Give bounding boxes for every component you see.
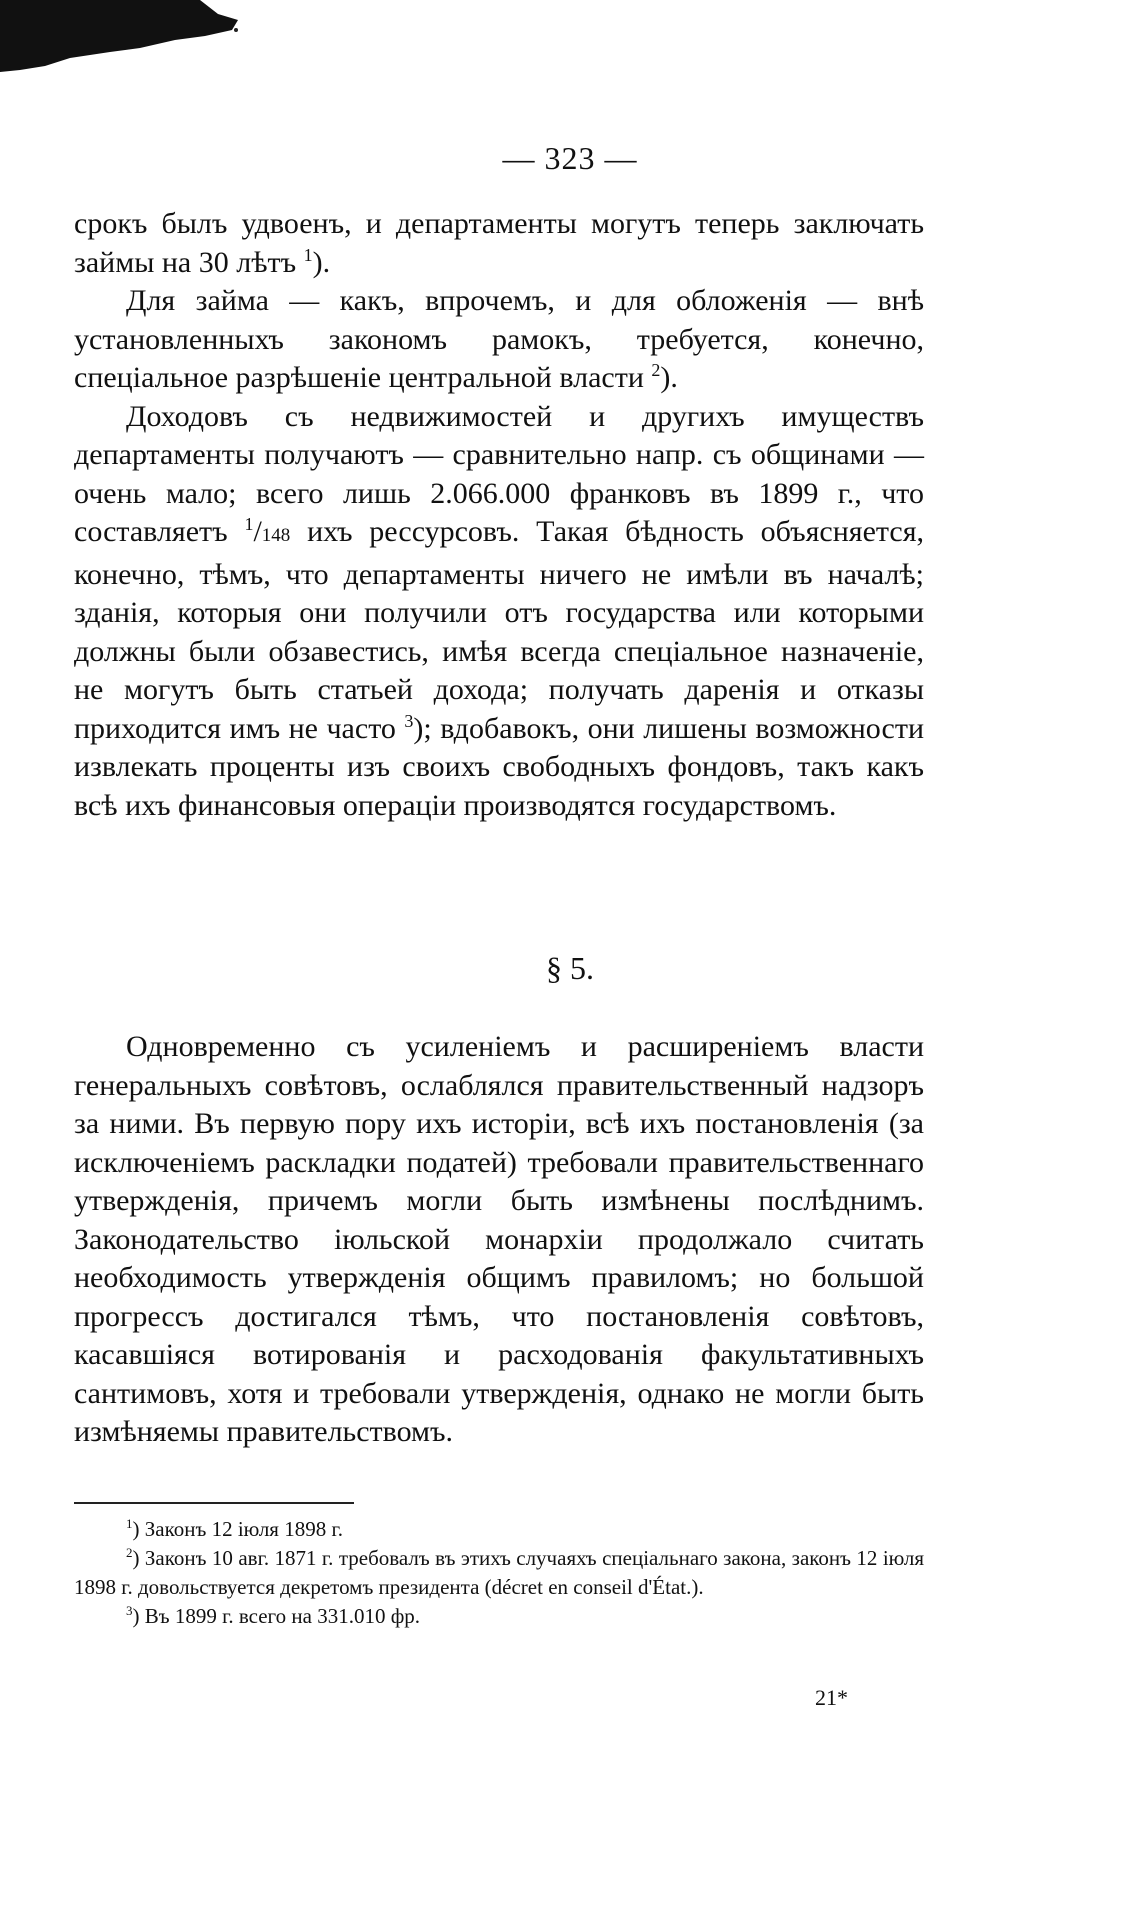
- section-heading: § 5.: [546, 950, 594, 986]
- fraction-numerator: 1: [244, 514, 254, 534]
- footnote-ref: 3: [404, 710, 414, 731]
- footnote-ref: 2: [651, 360, 661, 380]
- main-text-top: [74, 205, 924, 825]
- fraction: $^1$/148: [244, 514, 291, 548]
- footnote-mark: 3: [126, 1603, 133, 1618]
- fraction-denominator: 148: [261, 525, 291, 546]
- footnotes: [74, 1515, 924, 1631]
- paragraph-continuation: [74, 205, 924, 282]
- paragraph-income: [74, 398, 924, 826]
- footnote-ref: 1: [303, 244, 313, 265]
- paragraph-tail: ).: [660, 361, 678, 394]
- footnote-2: [74, 1544, 924, 1602]
- paragraph-text: Для займа — какъ, впрочемъ, и для обложенія — внѣ установленныхъ закономъ рамокъ, требуется, конечно, спеціальное разрѣшеніе центральной власти: [74, 284, 924, 394]
- footnote-divider: [74, 1502, 354, 1504]
- footnote-text: ) Въ 1899 г. всего на 331.010 фр.: [132, 1604, 421, 1628]
- footnote-mark: 1: [126, 1516, 133, 1531]
- paragraph-text: срокъ былъ удвоенъ, и департаменты могутъ теперь заключать займы на 30 лѣтъ: [74, 207, 924, 279]
- footnote-1: [74, 1515, 924, 1544]
- paragraph-tail: ).: [312, 245, 331, 279]
- signature-mark: 21*: [815, 1685, 848, 1710]
- page-number: — 323 —: [502, 140, 638, 176]
- paragraph-loans: [74, 282, 924, 398]
- paragraph-supervision: Одновременно съ усиленіемъ и расширеніемъ власти генеральныхъ совѣтовъ, ослаблялся правительственный надзоръ за ними. Въ первую пору ихъ исторіи, всѣ ихъ постановленія (за исключеніемъ раскладки податей) требовали правительственнаго утвержденія, причемъ могли быть измѣнены послѣднимъ. Законодательство іюльской монархіи продолжало считать необходимость утвержденія общимъ правиломъ; но большой прогрессъ достигался тѣмъ, что постановленія совѣтовъ, касавшіяся вотированія и расходованія факультативныхъ сантимовъ, хотя и требовали утвержденія, однако не могли быть измѣняемы правительствомъ.: [74, 1030, 924, 1448]
- footnote-text: ) Законъ 10 авг. 1871 г. требовалъ въ этихъ случаяхъ спеціальнаго закона, законъ 12 іюля 1898 г. довольствуется декретомъ президента (décret en conseil d'État.).: [74, 1546, 924, 1599]
- footnote-3: [74, 1602, 924, 1631]
- paragraph-text: ихъ рессурсовъ. Такая бѣдность объясняется, конечно, тѣмъ, что департаменты ничего не имѣли въ началѣ; зданія, которыя они получили отъ государства или которыми должны были обзавестись, имѣя всегда спеціальное назначеніе, не могутъ быть статьей дохода; получать даренія и отказы приходится имъ не часто: [74, 515, 924, 745]
- paragraph-text: ); вдобавокъ, они лишены возможности извлекать проценты изъ своихъ свободныхъ фондовъ, такъ какъ всѣ ихъ финансовыя операціи производятся государствомъ.: [74, 711, 924, 822]
- paragraph-text: Доходовъ съ недвижимостей и другихъ имуществъ департаменты получаютъ — сравнительно напр. съ общинами — очень мало; всего лишь 2.066.000 франковъ въ 1899 г., что составляетъ: [74, 399, 924, 548]
- footnote-text: ) Законъ 12 іюля 1898 г.: [132, 1517, 343, 1541]
- scan-edge-mark: [0, 0, 250, 80]
- footnote-mark: 2: [126, 1545, 133, 1560]
- main-text-section5: [74, 1028, 924, 1452]
